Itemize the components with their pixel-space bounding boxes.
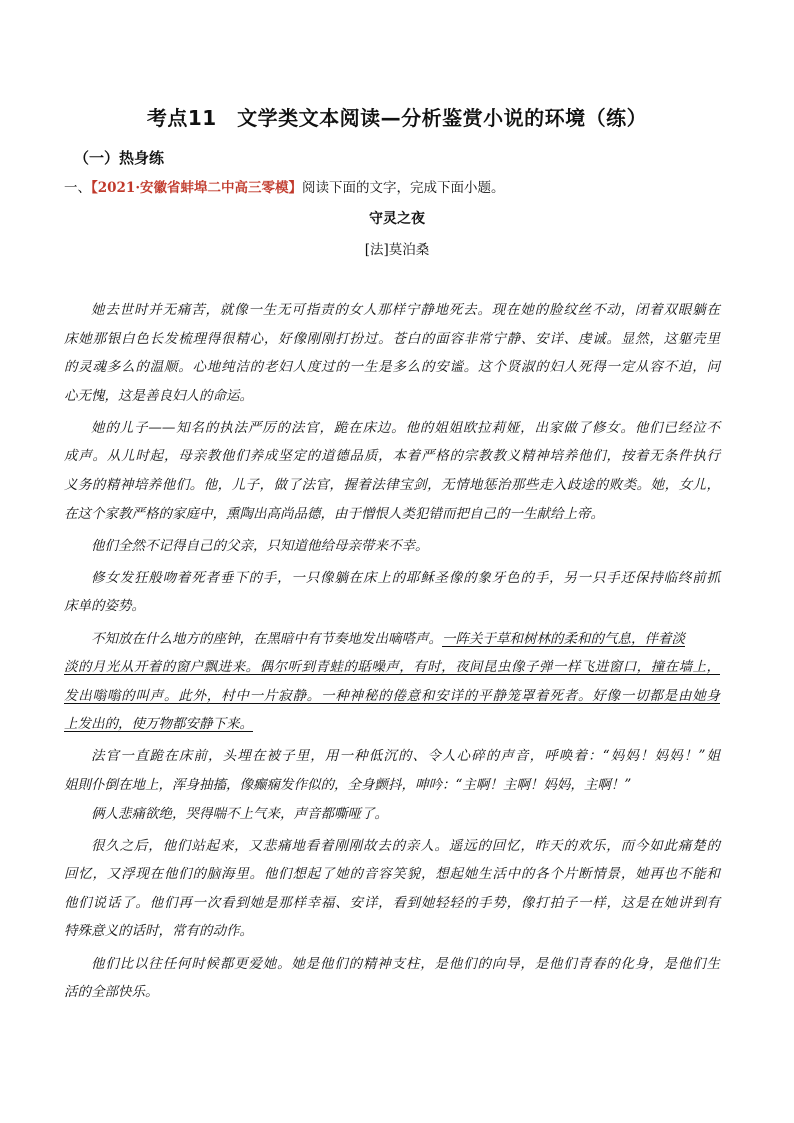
text-line-underlined <box>64 682 720 711</box>
text-plain: 不知放在什么地方的座钟，在黑暗中有节奏地发出嘀嗒声。 <box>91 630 442 647</box>
text-line: 在这个家教严格的家庭中，熏陶出高尚品德，由于憎恨人类犯错而把自己的一生献给上帝。 <box>64 505 604 522</box>
text-line: 法官一直跪在床前，头埋在被子里，用一种低沉的、令人心碎的声音，呼唤着：“妈妈！妈妈！”姐 <box>91 748 720 765</box>
text-line-underlined <box>64 710 720 739</box>
underlined-text: 一阵关于草和树林的柔和的气息，伴着淡 <box>442 630 685 647</box>
text-line: 特殊意义的话时，常有的动作。 <box>64 923 253 940</box>
text-line: 的灵魂多么的温顺。心地纯洁的老妇人度过的一生是多么的安谧。这个贤淑的妇人死得一定从容不迫，问 <box>64 359 720 376</box>
underlined-text: 上发出的，使万物都安静下来。 <box>64 716 253 733</box>
question-prompt <box>64 176 505 196</box>
text-line: 她的儿子——知名的执法严厉的法官，跪在床边。他的姐姐欧拉莉娅，出家做了修女。他们已经泣不 <box>91 419 720 436</box>
text-line: 很久之后，他们站起来，又悲痛地看着刚刚故去的亲人。遥远的回忆，昨天的欢乐，而今如此痛楚的 <box>91 837 720 854</box>
page-title: 考点11 文学类文本阅读—分析鉴赏小说的环境（练） <box>146 106 648 130</box>
text-line: 修女发狂般吻着死者垂下的手，一只像躺在床上的耶稣圣像的象牙色的手，另一只手还保持临终前抓 <box>91 569 720 586</box>
text-line: 成声。从儿时起，母亲教他们养成坚定的道德品质，本着严格的宗教教义精神培养他们，按着无条件执行 <box>64 448 720 465</box>
underlined-text: 发出嗡嗡的叫声。此外，村中一片寂静。一种神秘的倦意和安详的平静笼罩着死者。好像一切都是由她身 <box>64 687 720 704</box>
text-line: 心无愧，这是善良妇人的命运。 <box>64 387 253 404</box>
text-line: 义务的精神培养他们。他，儿子，做了法官，握着法律宝剑，无情地惩治那些走入歧途的败类。她，女儿， <box>64 477 720 494</box>
section-heading: （一）热身练 <box>74 149 165 167</box>
text-line: 床单的姿势。 <box>64 598 145 615</box>
text-line: 床她那银白色长发梳理得很精心，好像刚刚打扮过。苍白的面容非常宁静、安详、虔诚。显然，这躯壳里 <box>64 330 720 347</box>
question-number: 一、 <box>64 180 91 196</box>
text-line: 姐則仆倒在地上，浑身抽搐，像癫痫发作似的，全身颤抖，呻吟：“主啊！主啊！妈妈，主啊！” <box>64 777 632 793</box>
text-line: 他们说话了。他们再一次看到她是那样幸福、安详，看到她轻轻的手势，像打拍子一样，这是在她讲到有 <box>64 894 720 911</box>
story-author: [法]莫泊桑 <box>364 242 430 258</box>
text-line <box>64 625 720 654</box>
text-line: 他们比以往任何时候都更爱她。她是他们的精神支柱，是他们的向导，是他们青春的化身，是他们生 <box>91 955 720 972</box>
text-line-underlined <box>64 653 720 682</box>
text-line: 活的全部快乐。 <box>64 984 159 1001</box>
story-body <box>64 296 720 1007</box>
question-source: 【2021·安徽省蚌埠二中高三零模】 <box>91 180 303 196</box>
story-title: 守灵之夜 <box>369 211 425 227</box>
text-line: 回忆，又浮现在他们的脑海里。他们想起了她的音容笑貌，想起她生活中的各个片断情景，她再也不能和 <box>64 866 720 883</box>
text-line: 他们全然不记得自己的父亲，只知道他给母亲带来不幸。 <box>91 537 429 554</box>
text-line: 俩人悲痛欲绝，哭得喘不上气来，声音都嘶哑了。 <box>91 805 388 822</box>
text-line: 她去世时并无痛苦，就像一生无可指责的女人那样宁静地死去。现在她的脸纹丝不动，闭着双眼躺在 <box>91 302 720 318</box>
question-instruction: 阅读下面的文字，完成下面小题。 <box>302 180 505 196</box>
underlined-text: 淡的月光从开着的窗户飘进来。偶尔听到青蛙的聒噪声，有时，夜间昆虫像子弹一样飞进窗口，撞在墙上， <box>64 659 720 676</box>
